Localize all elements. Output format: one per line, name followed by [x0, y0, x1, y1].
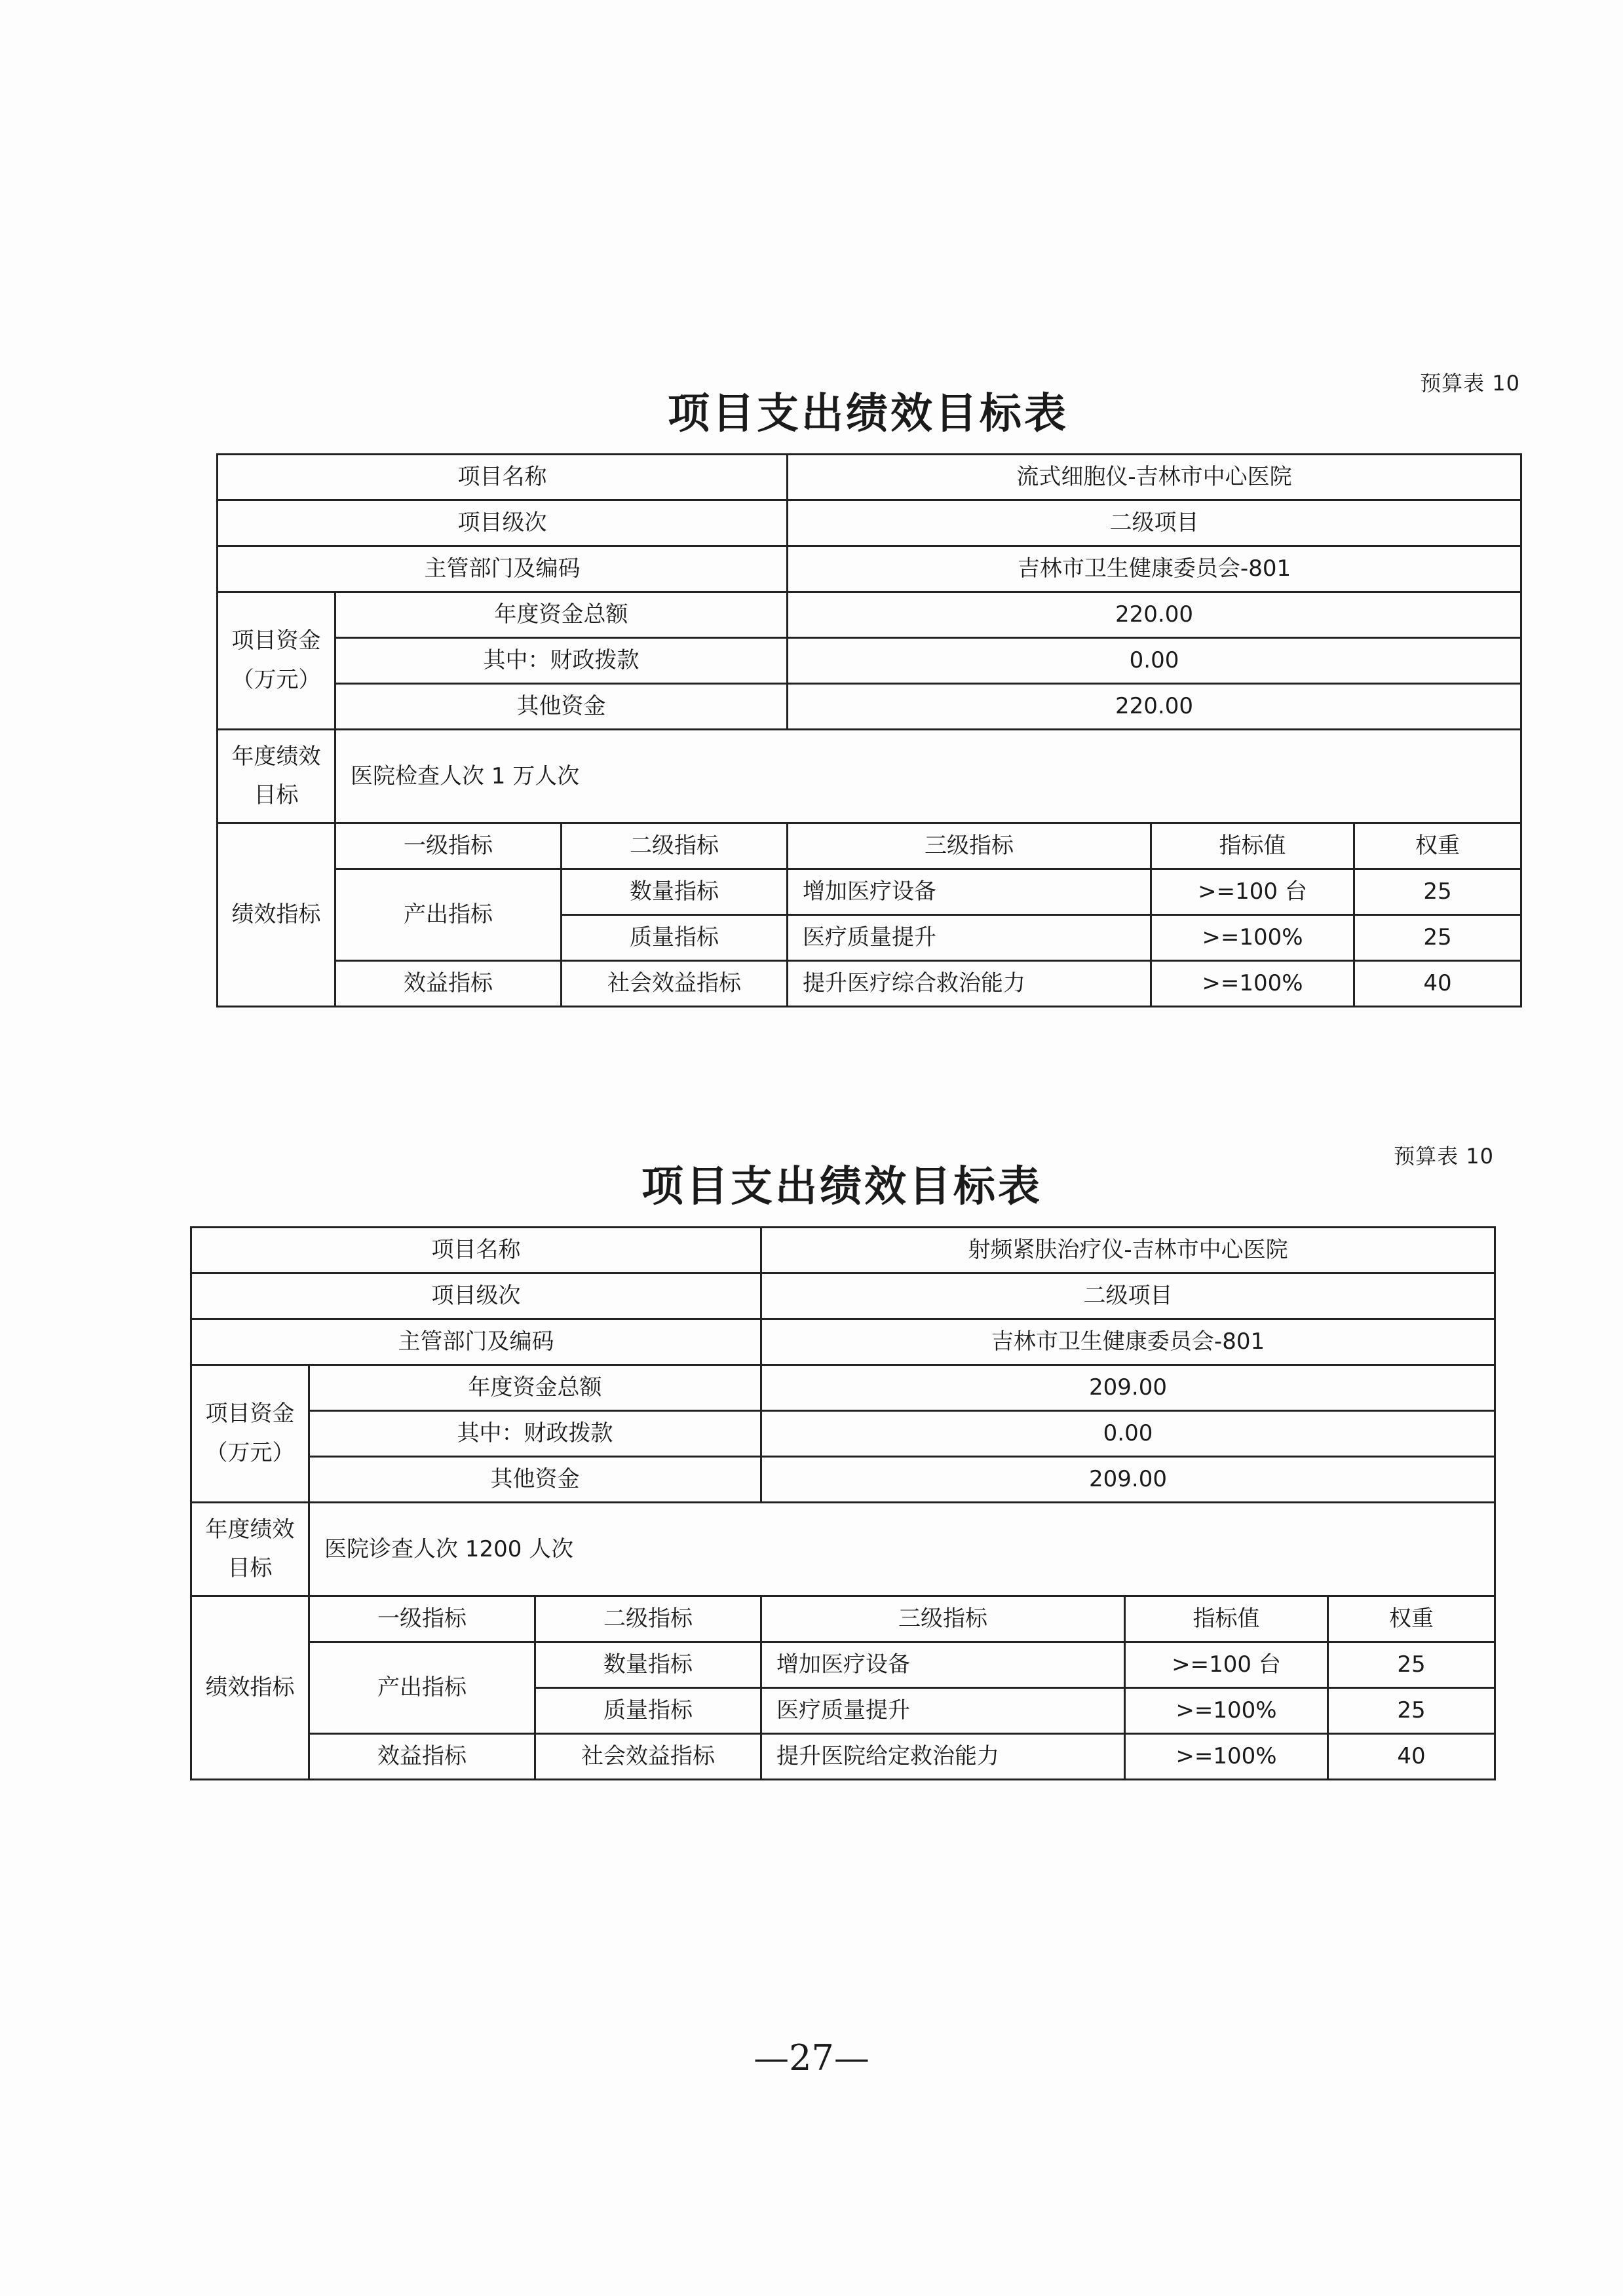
table-row [218, 869, 1521, 915]
project-name-label: 项目名称 [218, 455, 788, 500]
annual-goal-label: 年度绩效目标 [191, 1503, 309, 1596]
funds-label: 项目资金（万元） [191, 1365, 309, 1503]
dept-value: 吉林市卫生健康委员会-801 [761, 1319, 1495, 1365]
sheet-title: 项目支出绩效目标表 [668, 390, 1069, 438]
weight-cell: 25 [1328, 1688, 1495, 1734]
table-row [218, 823, 1521, 869]
project-level-value: 二级项目 [761, 1273, 1495, 1319]
other-funds-value: 209.00 [761, 1457, 1495, 1503]
fiscal-value: 0.00 [761, 1411, 1495, 1457]
annual-goal-value: 医院检查人次 1 万人次 [335, 730, 1521, 823]
level3-cell: 提升医院给定救治能力 [761, 1734, 1125, 1780]
fiscal-label: 其中：财政拨款 [335, 638, 788, 684]
header-level2: 二级指标 [535, 1596, 761, 1642]
value-cell: >=100% [1151, 915, 1354, 961]
table-row [218, 592, 1521, 638]
header-level1: 一级指标 [309, 1596, 535, 1642]
budget-form-1 [216, 367, 1520, 1007]
dept-label: 主管部门及编码 [191, 1319, 761, 1365]
value-cell: >=100 台 [1151, 869, 1354, 915]
table-row [191, 1734, 1495, 1780]
table-row [191, 1273, 1495, 1319]
table-row [191, 1411, 1495, 1457]
table-row [218, 961, 1521, 1007]
project-level-label: 项目级次 [218, 500, 788, 546]
level3-cell: 提升医疗综合救治能力 [788, 961, 1151, 1007]
annual-goal-label: 年度绩效目标 [218, 730, 335, 823]
table-row [218, 500, 1521, 546]
fiscal-label: 其中：财政拨款 [309, 1411, 761, 1457]
performance-table [216, 453, 1522, 1007]
weight-cell: 25 [1354, 869, 1521, 915]
level3-cell: 医疗质量提升 [788, 915, 1151, 961]
annual-total-label: 年度资金总额 [335, 592, 788, 638]
project-name-label: 项目名称 [191, 1228, 761, 1273]
level2-cell: 数量指标 [535, 1642, 761, 1688]
header-weight: 权重 [1354, 823, 1521, 869]
header-level3: 三级指标 [761, 1596, 1125, 1642]
table-row [191, 1365, 1495, 1411]
header-level3: 三级指标 [788, 823, 1151, 869]
value-cell: >=100% [1151, 961, 1354, 1007]
other-funds-label: 其他资金 [335, 684, 788, 730]
weight-cell: 25 [1354, 915, 1521, 961]
level2-cell: 社会效益指标 [562, 961, 788, 1007]
value-cell: >=100 台 [1125, 1642, 1328, 1688]
level2-cell: 数量指标 [562, 869, 788, 915]
table-row [191, 1457, 1495, 1503]
fiscal-value: 0.00 [788, 638, 1521, 684]
level3-cell: 增加医疗设备 [761, 1642, 1125, 1688]
form-id: 预算表 10 [1394, 1144, 1494, 1169]
funds-label: 项目资金（万元） [218, 592, 335, 730]
level2-cell: 质量指标 [535, 1688, 761, 1734]
weight-cell: 25 [1328, 1642, 1495, 1688]
table-row [218, 546, 1521, 592]
weight-cell: 40 [1354, 961, 1521, 1007]
value-cell: >=100% [1125, 1688, 1328, 1734]
table-row [218, 638, 1521, 684]
annual-total-value: 220.00 [788, 592, 1521, 638]
performance-table [190, 1226, 1496, 1780]
weight-cell: 40 [1328, 1734, 1495, 1780]
project-level-label: 项目级次 [191, 1273, 761, 1319]
perf-label: 绩效指标 [218, 823, 335, 1007]
page-number: —27— [754, 2037, 869, 2079]
level3-cell: 增加医疗设备 [788, 869, 1151, 915]
benefit-indicator-label: 效益指标 [309, 1734, 535, 1780]
benefit-indicator-label: 效益指标 [335, 961, 562, 1007]
form-id: 预算表 10 [1420, 371, 1520, 396]
project-name-value: 射频紧肤治疗仪-吉林市中心医院 [761, 1228, 1495, 1273]
table-row [191, 1319, 1495, 1365]
level2-cell: 社会效益指标 [535, 1734, 761, 1780]
annual-total-label: 年度资金总额 [309, 1365, 761, 1411]
table-row [218, 730, 1521, 823]
other-funds-label: 其他资金 [309, 1457, 761, 1503]
budget-form-2 [190, 1140, 1494, 1780]
perf-label: 绩效指标 [191, 1596, 309, 1780]
annual-total-value: 209.00 [761, 1365, 1495, 1411]
header-level1: 一级指标 [335, 823, 562, 869]
level3-cell: 医疗质量提升 [761, 1688, 1125, 1734]
table-row [191, 1228, 1495, 1273]
header-value: 指标值 [1151, 823, 1354, 869]
project-level-value: 二级项目 [788, 500, 1521, 546]
header-weight: 权重 [1328, 1596, 1495, 1642]
project-name-value: 流式细胞仪-吉林市中心医院 [788, 455, 1521, 500]
dept-label: 主管部门及编码 [218, 546, 788, 592]
output-indicator-label: 产出指标 [335, 869, 562, 961]
header-level2: 二级指标 [562, 823, 788, 869]
annual-goal-value: 医院诊查人次 1200 人次 [309, 1503, 1495, 1596]
output-indicator-label: 产出指标 [309, 1642, 535, 1734]
table-row [191, 1503, 1495, 1596]
table-row [218, 684, 1521, 730]
sheet-title: 项目支出绩效目标表 [641, 1163, 1042, 1211]
level2-cell: 质量指标 [562, 915, 788, 961]
other-funds-value: 220.00 [788, 684, 1521, 730]
header-value: 指标值 [1125, 1596, 1328, 1642]
value-cell: >=100% [1125, 1734, 1328, 1780]
table-row [191, 1642, 1495, 1688]
table-row [191, 1596, 1495, 1642]
dept-value: 吉林市卫生健康委员会-801 [788, 546, 1521, 592]
table-row [218, 455, 1521, 500]
